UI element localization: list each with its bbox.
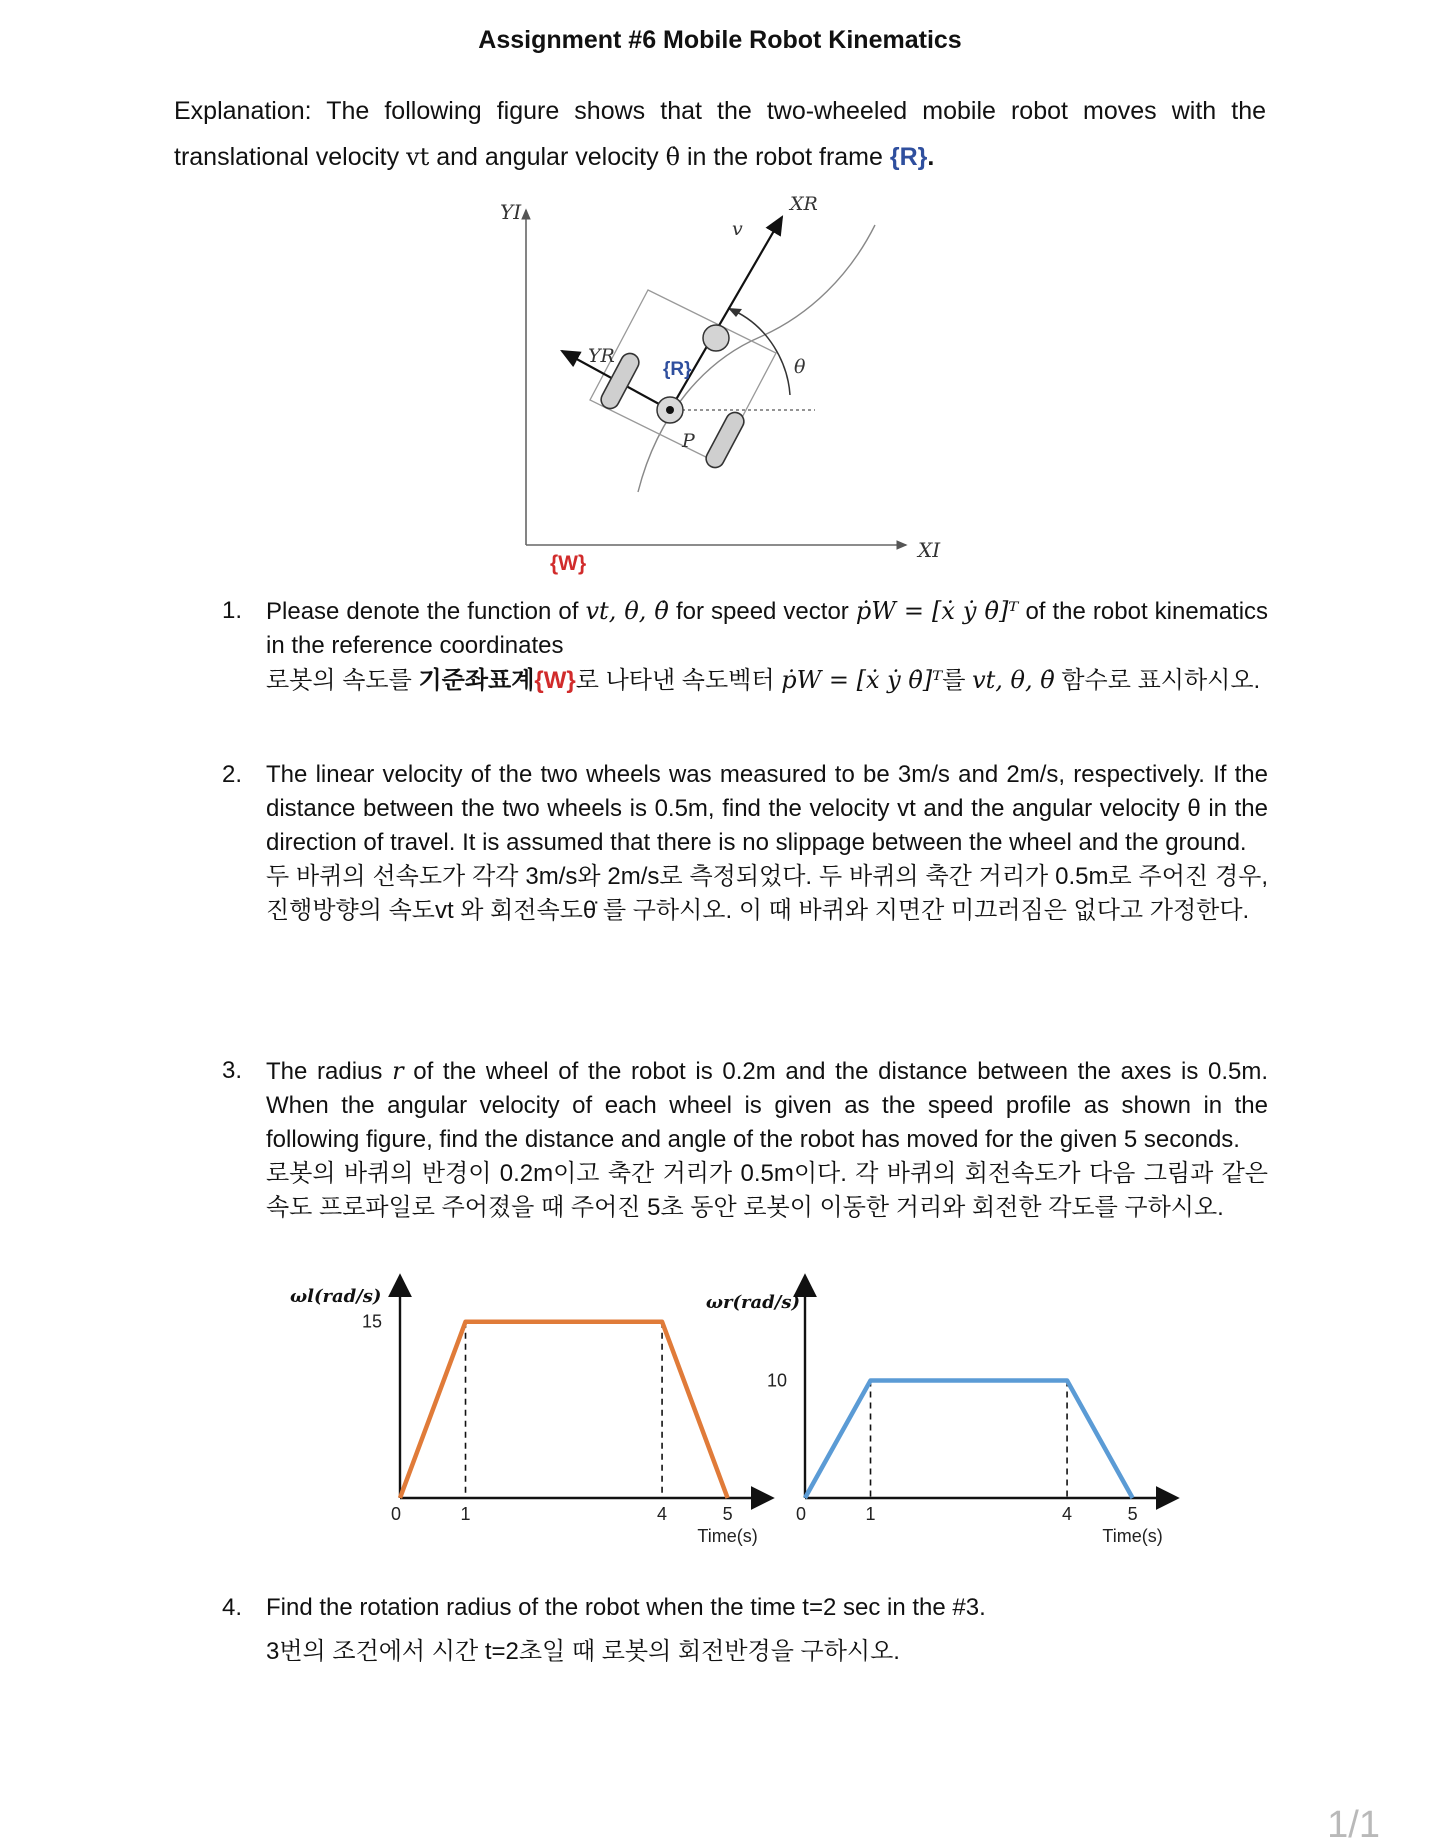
theta-arc: [728, 308, 790, 395]
world-frame-label: {W}: [550, 552, 587, 575]
chart-2-x-tick-label: 5: [1127, 1504, 1138, 1524]
q1-kr-vector: ṗW = [ẋ ẏ θ̇]ᵀ: [781, 666, 943, 694]
robot-x-axis: [670, 217, 782, 410]
q1-vars: vt, θ, θ̇: [585, 597, 669, 625]
explanation-text-2: and angular velocity: [436, 143, 659, 171]
theta-arc-arrowhead: [728, 308, 742, 317]
thetadot-symbol: θ̇: [665, 143, 681, 171]
chart-2-x-tick-label: 1: [865, 1504, 876, 1524]
speed-profile-charts: [290, 1268, 1210, 1548]
chart-2-x-tick-label: 0: [795, 1504, 807, 1524]
robot-frame-label: {R}: [889, 143, 928, 171]
question-body: [266, 594, 1268, 698]
explanation-end: .: [927, 143, 935, 171]
q2-korean: 두 바퀴의 선속도가 각각 3m/s와 2m/s로 측정되었다. 두 바퀴의 축간 거리가 0.5m로 주어진 경우, 진행방향의 속도vt 와 회전속도θ̇ 를 구하시오. 이 때 바퀴와 지면간 미끄러짐은 없다고 가정한다.: [266, 863, 1268, 924]
chart-1-x-axis-title: Time(s): [697, 1526, 758, 1546]
q1-kr-vars: vt, θ, θ̇: [972, 666, 1055, 694]
robot-frame-figure-label: {R}: [663, 359, 692, 380]
q4-korean: 3번의 조건에서 시간 t=2초일 때 로봇의 회전반경을 구하시오.: [266, 1638, 900, 1665]
q3-en-a: The radius: [266, 1058, 383, 1085]
q1-korean: [266, 663, 1268, 698]
question-number: 3.: [222, 1057, 243, 1084]
q3-en-b: of the wheel of the robot is 0.2m and the distance between the axes is 0.5m. When the angular velocity of each wheel is given as the speed profile as shown in the following figure, find the distance and angle of the robot has moved for the given 5 seconds.: [266, 1058, 1269, 1153]
chart-1-x-tick-label: 1: [460, 1504, 471, 1524]
question-body: [266, 1586, 1268, 1674]
q1-speed-vector: ṗW = [ẋ ẏ θ̇]ᵀ: [855, 597, 1019, 625]
explanation-text-3: in the robot frame: [686, 143, 883, 171]
q3-radius-symbol: r: [392, 1057, 404, 1085]
q1-kr-c: 를: [942, 667, 966, 694]
q1-en-c: of the robot kinematics in the reference coordinates: [266, 598, 1269, 659]
chart-1-x-tick-label: 0: [390, 1504, 402, 1524]
caster-wheel: [703, 325, 729, 351]
chart-1-y-tick-label: 15: [361, 1311, 382, 1332]
q3-korean: 로봇의 바퀴의 반경이 0.2m이고 축간 거리가 0.5m이다. 각 바퀴의 회전속도가 다음 그림과 같은 속도 프로파일로 주어졌을 때 주어진 5초 동안 로봇이 이동한 거리와 회전한 각도를 구하시오.: [266, 1160, 1268, 1221]
question-body: [266, 758, 1268, 928]
chart-2-speed-series: [805, 1380, 1133, 1498]
xr-label: XR: [790, 195, 818, 215]
robot-kinematics-figure: [470, 195, 970, 580]
q1-kr-world-frame: {W}: [534, 667, 576, 694]
chart-2-x-axis-title: Time(s): [1102, 1526, 1163, 1546]
vt-symbol: vt: [406, 143, 430, 171]
chart-1-speed-series: [400, 1322, 728, 1498]
point-p: [666, 406, 674, 414]
q2-english: The linear velocity of the two wheels was measured to be 3m/s and 2m/s, respectively. If the distance between the two wheels is 0.5m, find the velocity vt and the angular velocity θ in the direction of travel. It is assumed that there is no slippage between the wheel and the ground.: [266, 761, 1268, 856]
p-label: P: [682, 430, 695, 452]
chart-2-y-tick-label: 10: [766, 1370, 787, 1391]
chart-2-y-axis-title: ωr(rad/s): [705, 1292, 800, 1313]
theta-label: θ: [794, 356, 806, 378]
q1-kr-b: 로 나타낸 속도벡터: [575, 667, 775, 694]
yr-label: YR: [588, 345, 615, 367]
page-title: Assignment #6 Mobile Robot Kinematics: [478, 26, 962, 54]
q1-kr-d: 함수로 표시하시오.: [1061, 667, 1261, 694]
chart-2-x-tick-label: 4: [1062, 1504, 1073, 1524]
q4-english: Find the rotation radius of the robot when the time t=2 sec in the #3.: [266, 1594, 986, 1621]
question-number: 1.: [222, 597, 243, 624]
chart-1-x-tick-label: 4: [657, 1504, 668, 1524]
q1-en-b: for speed vector: [675, 598, 849, 625]
question-number: 4.: [222, 1594, 243, 1621]
q1-en-a: Please denote the function of: [266, 598, 579, 625]
page-number: 1/1: [1327, 1804, 1380, 1846]
chart-1-y-axis-title: ωl(rad/s): [290, 1286, 382, 1307]
right-wheel: [703, 409, 747, 470]
question-body: [266, 1054, 1268, 1225]
explanation-paragraph: [174, 88, 1266, 180]
explanation-text-1: Explanation: The following figure shows that the two-wheeled mobile robot moves with the translational velocity: [174, 97, 1266, 171]
xi-label: XI: [918, 538, 941, 562]
yi-label: YI: [500, 200, 522, 224]
q1-kr-a: 로봇의 속도를: [266, 667, 412, 694]
v-label: v: [732, 218, 743, 240]
q1-kr-bold: 기준좌표계: [418, 667, 535, 694]
question-number: 2.: [222, 761, 243, 788]
chart-1-x-tick-label: 5: [722, 1504, 733, 1524]
